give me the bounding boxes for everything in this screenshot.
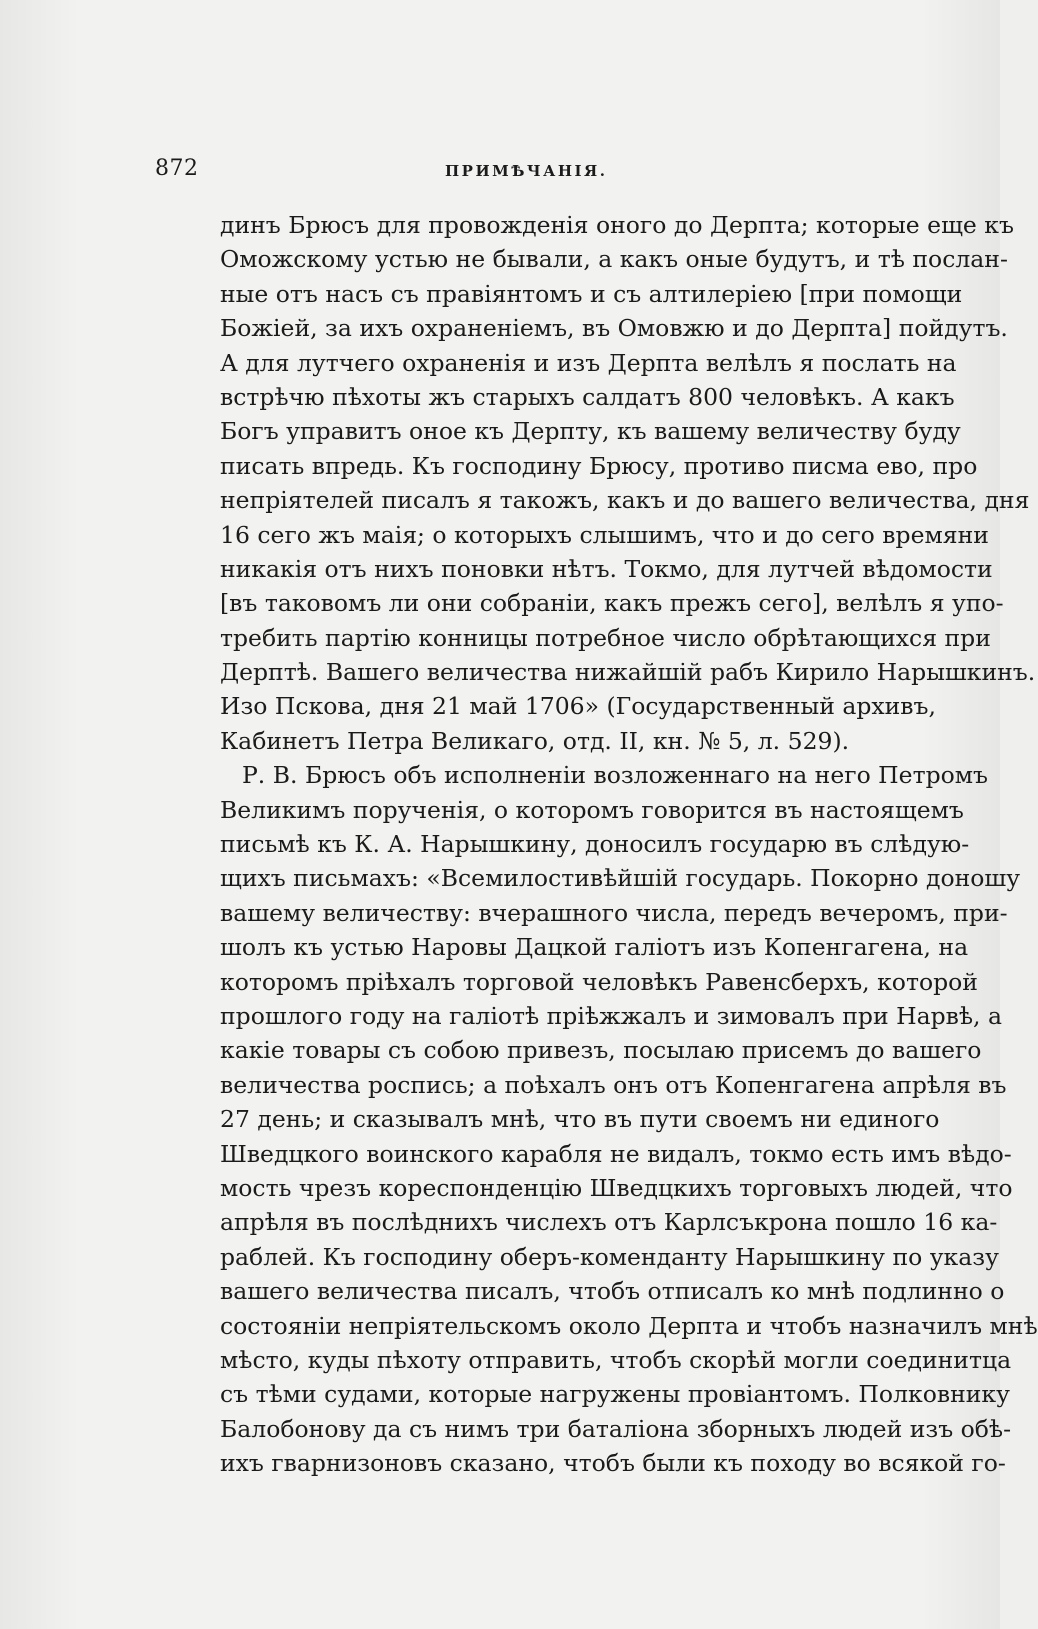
text-line: шолъ къ устью Наровы Дацкой галіотъ изъ Копенгагена, на	[220, 933, 969, 962]
text-line: Великимъ порученія, о которомъ говорится въ настоящемъ	[220, 795, 964, 824]
page-number: 872	[155, 156, 199, 181]
body-text	[220, 208, 1038, 1480]
text-line: Дерптѣ. Вашего величества нижайшій рабъ Кирило Нарышкинъ.	[220, 658, 1036, 687]
text-line: 27 день; и сказывалъ мнѣ, что въ пути своемъ ни единого	[220, 1105, 940, 1134]
text-line: ихъ гварнизоновъ сказано, чтобъ были къ походу во всякой го-	[220, 1449, 1006, 1478]
text-line: апрѣля въ послѣднихъ числехъ отъ Карлсъкрона пошло 16 ка-	[220, 1208, 998, 1237]
text-line: Р. В. Брюсъ объ исполненіи возложеннаго на него Петромъ	[242, 761, 989, 790]
running-head: ПРИМѢЧАНІЯ.	[445, 162, 608, 180]
text-line: раблей. Къ господину оберъ-коменданту Нарышкину по указу	[220, 1242, 999, 1271]
text-line: динъ Брюсъ для провожденія оного до Дерпта; которые еще къ	[220, 211, 1014, 239]
text-line: писать впредь. Къ господину Брюсу, противо писма ево, про	[220, 451, 978, 480]
text-line: Шведцкого воинского карабля не видалъ, токмо есть имъ вѣдо-	[220, 1139, 1012, 1168]
text-line: мость чрезъ кореспонденцію Шведцкихъ торговыхъ людей, что	[220, 1173, 1013, 1202]
text-line: мѣсто, куды пѣхоту отправить, чтобъ скорѣй могли соединитца	[220, 1345, 1012, 1374]
text-line: непріятелей писалъ я такожъ, какъ и до вашего величества, дня	[220, 486, 1030, 515]
text-line: съ тѣми судами, которые нагружены провіантомъ. Полковнику	[220, 1380, 1010, 1409]
text-line: вашего величества писалъ, чтобъ отписалъ ко мнѣ подлинно о	[220, 1277, 1005, 1306]
page-header	[155, 156, 915, 186]
text-line: Изо Пскова, дня 21 май 1706» (Государственный архивъ,	[220, 692, 936, 721]
text-line: состояніи непріятельскомъ около Дерпта и чтобъ назначилъ мнѣ	[220, 1311, 1038, 1340]
text-line: величества роспись; а поѣхалъ онъ отъ Копенгагена апрѣля въ	[220, 1070, 1007, 1099]
text-line: Балобонову да съ нимъ три баталіона зборныхъ людей изъ обѣ-	[220, 1414, 1012, 1443]
text-line: встрѣчю пѣхоты жъ старыхъ салдатъ 800 человѣкъ. А какъ	[220, 382, 955, 411]
text-line: ные отъ насъ съ правіянтомъ и съ алтилеріею [при помощи	[220, 279, 963, 308]
text-line: 16 сего жъ маія; о которыхъ слышимъ, что и до сего времяни	[220, 520, 989, 549]
text-line: Кабинетъ Петра Великаго, отд. II, кн. № 5, л. 529).	[220, 726, 850, 755]
text-line: Богъ управитъ оное къ Дерпту, къ вашему величеству буду	[220, 417, 961, 446]
text-line: А для лутчего охраненія и изъ Дерпта велѣлъ я послать на	[220, 348, 957, 377]
text-line: [въ таковомъ ли они собраніи, какъ прежъ сего], велѣлъ я упо-	[220, 589, 1004, 618]
text-line: никакія отъ нихъ поновки нѣтъ. Токмо, для лутчей вѣдомости	[220, 554, 993, 583]
text-line: которомъ пріѣхалъ торговой человѣкъ Равенсберхъ, которой	[220, 967, 978, 996]
text-line: прошлого году на галіотѣ пріѣжжалъ и зимовалъ при Нарвѣ, а	[220, 1001, 1002, 1030]
text-line: вашему величеству: вчерашного числа, передъ вечеромъ, при-	[220, 898, 1008, 927]
text-line: Божіей, за ихъ охраненіемъ, въ Омовжю и до Дерпта] пойдутъ.	[220, 314, 1008, 343]
text-line: Оможскому устью не бывали, а какъ оные будутъ, и тѣ послан-	[220, 245, 1008, 274]
text-line: письмѣ къ К. А. Нарышкину, доносилъ государю въ слѣдую-	[220, 830, 970, 859]
text-line: щихъ письмахъ: «Всемилостивѣйшій государь. Покорно доношу	[220, 864, 1021, 893]
text-line: какіе товары съ собою привезъ, посылаю присемъ до вашего	[220, 1036, 982, 1065]
text-line: требить партію конницы потребное число обрѣтающихся при	[220, 623, 991, 652]
